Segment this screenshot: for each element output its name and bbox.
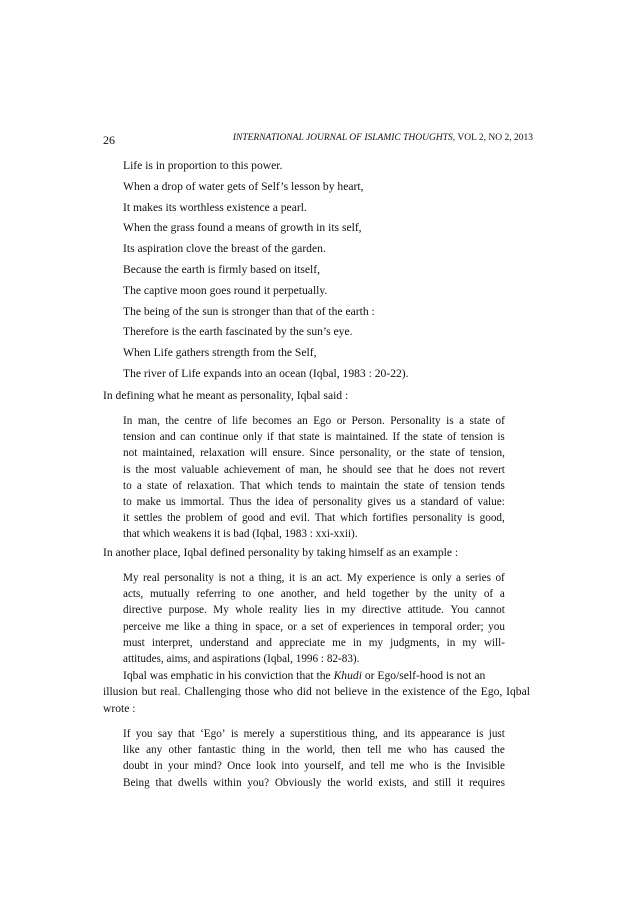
word: ensure. bbox=[272, 447, 305, 460]
word: If bbox=[123, 728, 131, 740]
word: exists, bbox=[378, 776, 407, 789]
word: not bbox=[230, 572, 245, 584]
word: Being bbox=[123, 776, 150, 789]
word: me bbox=[165, 620, 180, 633]
word: in bbox=[446, 636, 456, 649]
word: the bbox=[135, 463, 150, 476]
word: doubt bbox=[123, 760, 149, 773]
word: perceive bbox=[123, 620, 161, 633]
word: the bbox=[384, 479, 399, 492]
word: a bbox=[249, 572, 255, 584]
verse-line: When the grass found a means of growth in its self, bbox=[123, 221, 362, 235]
word: becomes bbox=[252, 415, 292, 427]
word: Personality bbox=[390, 415, 441, 427]
word: one bbox=[257, 588, 274, 601]
word: of bbox=[495, 572, 505, 584]
word: interpret, bbox=[151, 636, 193, 649]
word: me bbox=[387, 744, 402, 757]
word: within bbox=[212, 776, 242, 789]
word: ‘Ego’ bbox=[200, 728, 226, 740]
word: like bbox=[123, 744, 140, 757]
word: not bbox=[315, 685, 331, 699]
word: is bbox=[497, 431, 505, 444]
word: of bbox=[449, 685, 459, 699]
word: You bbox=[450, 604, 469, 617]
word: its bbox=[404, 728, 416, 740]
word: not bbox=[459, 463, 474, 476]
word: dwells bbox=[178, 776, 208, 789]
word: to bbox=[123, 495, 132, 508]
body-text-segment: or Ego/self-hood is not an bbox=[361, 669, 486, 682]
word: is bbox=[299, 572, 307, 584]
word: space, bbox=[255, 620, 284, 633]
page-number: 26 bbox=[103, 133, 115, 147]
word: Thus bbox=[229, 495, 252, 508]
word: should bbox=[342, 463, 373, 476]
word: of bbox=[495, 415, 505, 427]
quote-line bbox=[123, 445, 505, 461]
word: experience bbox=[366, 572, 416, 584]
word: real bbox=[143, 572, 160, 584]
word: will- bbox=[483, 636, 505, 649]
word: still bbox=[434, 776, 452, 789]
word: to bbox=[326, 479, 336, 492]
quote-line bbox=[123, 635, 505, 651]
word: fortifies bbox=[372, 512, 408, 525]
word: the bbox=[166, 512, 181, 525]
quote-line bbox=[123, 462, 505, 478]
word: appearance bbox=[420, 728, 471, 740]
word: yourself, bbox=[304, 760, 344, 773]
word: value: bbox=[477, 495, 505, 508]
word: in bbox=[271, 744, 281, 757]
word: in bbox=[371, 685, 381, 699]
word: in bbox=[352, 636, 362, 649]
word: tends bbox=[297, 479, 322, 492]
word: that bbox=[178, 728, 195, 740]
verse-line: The river of Life expands into an ocean (Iqbal, 1983 : 20-22). bbox=[123, 366, 409, 380]
verse-line: Because the earth is firmly based on itself, bbox=[123, 262, 321, 276]
body-line bbox=[103, 668, 530, 684]
word: superstitious bbox=[290, 728, 347, 740]
word: Ego, bbox=[480, 685, 503, 699]
word: order; bbox=[456, 620, 484, 633]
word: in bbox=[242, 620, 251, 633]
word: and bbox=[383, 728, 400, 740]
word: or bbox=[336, 415, 347, 427]
word: tension bbox=[460, 431, 494, 444]
word: look bbox=[256, 760, 277, 773]
word: that bbox=[278, 431, 295, 444]
word: my bbox=[368, 636, 384, 649]
word: personality bbox=[412, 512, 463, 525]
word: you bbox=[135, 728, 153, 740]
word: which bbox=[265, 479, 293, 492]
word: tension bbox=[443, 479, 477, 492]
word: it bbox=[456, 776, 464, 789]
word: personality, bbox=[339, 447, 392, 460]
word: life bbox=[232, 415, 248, 427]
word: My bbox=[213, 604, 229, 617]
paragraph-khudi bbox=[103, 668, 530, 717]
word: another, bbox=[280, 588, 317, 601]
block-quote-personality bbox=[123, 413, 505, 543]
word: me bbox=[332, 636, 346, 649]
word: of bbox=[447, 431, 457, 444]
word: Person. bbox=[351, 415, 385, 427]
word: me bbox=[390, 760, 404, 773]
word: real. bbox=[160, 685, 181, 699]
word: judgments, bbox=[390, 636, 440, 649]
quote-line: that which weakens it is bad (Iqbal, 1983 : xxi-xxii). bbox=[123, 528, 358, 541]
block-quote-real-personality bbox=[123, 570, 505, 667]
quote-line bbox=[123, 619, 505, 635]
quote-line bbox=[123, 510, 505, 526]
word: continue bbox=[199, 431, 239, 444]
word: maintained, bbox=[142, 447, 195, 460]
journal-citation bbox=[233, 133, 533, 143]
verse-line: When a drop of water gets of Self’s lesson by heart, bbox=[123, 179, 364, 193]
word: the bbox=[256, 495, 271, 508]
word: good, bbox=[479, 512, 505, 525]
word: by bbox=[415, 588, 427, 601]
word: acts, bbox=[123, 588, 144, 601]
word: That bbox=[239, 479, 261, 492]
quote-line bbox=[123, 758, 505, 774]
word: My bbox=[346, 572, 363, 584]
word: is bbox=[475, 728, 484, 740]
word: evil. bbox=[290, 512, 310, 525]
word: will bbox=[249, 447, 268, 460]
word: is bbox=[446, 415, 454, 427]
word: cannot bbox=[475, 604, 505, 617]
word: he bbox=[326, 463, 338, 476]
word: a bbox=[301, 620, 307, 633]
word: series bbox=[465, 572, 491, 584]
quote-line bbox=[123, 586, 505, 602]
word: the bbox=[491, 744, 505, 757]
word: make bbox=[136, 495, 161, 508]
quote-line bbox=[123, 742, 505, 758]
word: and bbox=[269, 512, 286, 525]
word: a bbox=[136, 479, 142, 492]
word: of bbox=[172, 479, 182, 492]
word: thing, bbox=[352, 728, 378, 740]
word: thing bbox=[214, 620, 238, 633]
word: unity bbox=[454, 588, 478, 601]
word: a bbox=[499, 588, 505, 601]
word: illusion bbox=[103, 685, 138, 699]
word: if bbox=[266, 431, 274, 444]
word: has bbox=[433, 744, 449, 757]
word: appreciate bbox=[279, 636, 326, 649]
word: or bbox=[396, 447, 406, 460]
verse-line: Life is in proportion to this power. bbox=[123, 159, 283, 172]
verse-line: Therefore is the earth fascinated by the sun’s eye. bbox=[123, 325, 353, 339]
word: and bbox=[255, 636, 272, 649]
word: Since bbox=[309, 447, 335, 460]
quote-line bbox=[123, 570, 505, 586]
word: caused bbox=[454, 744, 485, 757]
word: can bbox=[180, 431, 196, 444]
word: of bbox=[285, 463, 295, 476]
verse-line: Its aspiration clove the breast of the garden. bbox=[123, 242, 326, 256]
word: of bbox=[483, 588, 494, 601]
word: the bbox=[433, 588, 448, 601]
word: is bbox=[218, 572, 226, 584]
journal-title: INTERNATIONAL JOURNAL OF ISLAMIC THOUGHTS, bbox=[232, 133, 456, 143]
word: who bbox=[273, 685, 294, 699]
verse-line: When Life gathers strength from the Self, bbox=[123, 346, 317, 360]
word: most bbox=[154, 463, 176, 476]
word: valuable bbox=[180, 463, 219, 476]
word: Iqbal bbox=[506, 685, 530, 699]
running-header bbox=[103, 132, 533, 148]
word: the bbox=[327, 776, 341, 789]
word: Ego bbox=[313, 415, 332, 427]
quote-line bbox=[123, 726, 505, 742]
word: state bbox=[429, 447, 451, 460]
word: attitude. bbox=[407, 604, 444, 617]
word: who bbox=[407, 744, 427, 757]
word: who bbox=[409, 760, 429, 773]
word: good bbox=[241, 512, 265, 525]
word: and bbox=[323, 588, 340, 601]
word: is bbox=[123, 463, 131, 476]
word: state bbox=[422, 431, 443, 444]
word: the bbox=[462, 685, 477, 699]
quote-line: attitudes, aims, and aspirations (Iqbal, 1996 : 82-83). bbox=[123, 652, 360, 665]
body-text-segment: Iqbal was emphatic in his conviction that the bbox=[123, 669, 334, 682]
word: referring bbox=[196, 588, 236, 601]
word: maintain bbox=[340, 479, 380, 492]
word: mind? bbox=[193, 760, 222, 773]
word: a bbox=[456, 572, 462, 584]
word: you bbox=[488, 620, 505, 633]
word: of bbox=[455, 447, 465, 460]
word: If bbox=[392, 431, 400, 444]
word: then bbox=[341, 744, 361, 757]
word: it bbox=[123, 512, 130, 525]
word: maintained. bbox=[335, 431, 389, 444]
word: merely bbox=[243, 728, 275, 740]
word: a bbox=[205, 620, 210, 633]
journal-volume: VOL 2, NO 2, 2013 bbox=[455, 133, 533, 143]
word: into bbox=[281, 760, 299, 773]
word: state bbox=[146, 479, 168, 492]
word: tension bbox=[123, 431, 156, 444]
word: directive bbox=[123, 604, 163, 617]
word: is bbox=[230, 728, 239, 740]
word: a bbox=[279, 728, 285, 740]
word: the bbox=[410, 447, 425, 460]
verse-block bbox=[123, 156, 528, 385]
word: lies bbox=[304, 604, 320, 617]
word: see bbox=[377, 463, 392, 476]
word: those bbox=[244, 685, 270, 699]
word: world bbox=[346, 776, 373, 789]
word: gives bbox=[367, 495, 391, 508]
word: directive bbox=[362, 604, 402, 617]
word: say bbox=[157, 728, 173, 740]
word: the bbox=[165, 415, 180, 427]
word: is bbox=[419, 572, 428, 584]
word: fantastic bbox=[197, 744, 236, 757]
word: in bbox=[153, 760, 163, 773]
word: thing bbox=[242, 744, 266, 757]
word: tell bbox=[367, 744, 382, 757]
word: believe bbox=[334, 685, 368, 699]
word: idea bbox=[275, 495, 294, 508]
word: state bbox=[469, 415, 491, 427]
word: relaxation. bbox=[187, 479, 235, 492]
body-line: wrote : bbox=[103, 701, 136, 715]
word: not bbox=[123, 447, 138, 460]
word: the bbox=[384, 685, 399, 699]
word: the bbox=[286, 744, 300, 757]
word: your bbox=[167, 760, 189, 773]
word: of bbox=[328, 620, 338, 633]
verse-line: It makes its worthless existence a pearl. bbox=[123, 200, 307, 214]
word: other bbox=[168, 744, 192, 757]
word: tension, bbox=[469, 447, 505, 460]
quote-line bbox=[123, 494, 505, 510]
word: understand bbox=[199, 636, 249, 649]
paragraph-another-place: In another place, Iqbal defined personality by taking himself as an example : bbox=[103, 546, 459, 559]
word: existence bbox=[402, 685, 446, 699]
word: is bbox=[323, 431, 332, 444]
word: just bbox=[488, 728, 505, 740]
word: purpose. bbox=[168, 604, 207, 617]
word: of bbox=[463, 495, 473, 508]
word: reality bbox=[269, 604, 298, 617]
quote-line bbox=[123, 775, 505, 791]
word: my bbox=[341, 604, 356, 617]
word: together bbox=[372, 588, 409, 601]
word: revert bbox=[478, 463, 505, 476]
word: the bbox=[404, 431, 418, 444]
verse-line: The being of the sun is stronger than that of the earth : bbox=[123, 304, 375, 318]
word: in bbox=[399, 620, 408, 633]
word: temporal bbox=[412, 620, 453, 633]
word: a bbox=[410, 495, 416, 508]
word: of bbox=[429, 479, 439, 492]
word: state bbox=[299, 431, 320, 444]
word: requires bbox=[468, 776, 505, 789]
word: us bbox=[395, 495, 406, 508]
word: to bbox=[242, 588, 252, 601]
word: an bbox=[311, 572, 323, 584]
word: man, bbox=[299, 463, 322, 476]
word: and bbox=[159, 431, 176, 444]
word: immortal. bbox=[180, 495, 225, 508]
word: which bbox=[340, 512, 368, 525]
word: tends bbox=[481, 479, 505, 492]
quote-line bbox=[123, 429, 505, 445]
word: only bbox=[431, 572, 452, 584]
word: that bbox=[155, 776, 173, 789]
khudi-term: Khudi bbox=[333, 669, 362, 682]
word: state bbox=[403, 479, 425, 492]
block-quote-ego bbox=[123, 726, 505, 791]
word: Challenging bbox=[184, 685, 242, 699]
word: relaxation bbox=[200, 447, 245, 460]
word: it bbox=[288, 572, 296, 584]
word: Obviously bbox=[274, 776, 322, 789]
word: a bbox=[459, 415, 465, 427]
word: standard bbox=[420, 495, 459, 508]
word: mutually bbox=[149, 588, 190, 601]
word: an bbox=[297, 415, 308, 427]
word: of bbox=[217, 415, 227, 427]
body-line bbox=[103, 684, 530, 700]
word: he bbox=[418, 463, 429, 476]
word: you? bbox=[247, 776, 270, 789]
word: did bbox=[296, 685, 312, 699]
word: to bbox=[123, 479, 132, 492]
word: settles bbox=[134, 512, 163, 525]
word: of bbox=[227, 512, 238, 525]
word: or bbox=[287, 620, 297, 633]
word: tell bbox=[370, 760, 385, 773]
body-text bbox=[123, 668, 485, 684]
word: whole bbox=[235, 604, 263, 617]
word: Invisible bbox=[465, 760, 505, 773]
word: personality bbox=[312, 495, 363, 508]
word: act. bbox=[326, 572, 343, 584]
word: thing, bbox=[258, 572, 285, 584]
verse-line: The captive moon goes round it perpetually. bbox=[123, 283, 328, 297]
word: must bbox=[123, 636, 145, 649]
word: the bbox=[446, 760, 461, 773]
word: that bbox=[396, 463, 414, 476]
paragraph-personality-intro: In defining what he meant as personality, Iqbal said : bbox=[103, 389, 349, 402]
quote-line bbox=[123, 413, 505, 429]
word: world, bbox=[306, 744, 336, 757]
quote-line bbox=[123, 478, 505, 494]
word: any bbox=[146, 744, 163, 757]
word: and bbox=[349, 760, 366, 773]
word: Once bbox=[227, 760, 251, 773]
word: is bbox=[433, 760, 442, 773]
word: experiences bbox=[341, 620, 395, 633]
word: held bbox=[346, 588, 366, 601]
word: only bbox=[242, 431, 263, 444]
word: man, bbox=[137, 415, 160, 427]
word: personality bbox=[164, 572, 214, 584]
word: centre bbox=[184, 415, 212, 427]
word: and bbox=[412, 776, 429, 789]
word: My bbox=[123, 572, 139, 584]
word: in bbox=[326, 604, 335, 617]
word: In bbox=[123, 415, 133, 427]
word: achievement bbox=[223, 463, 281, 476]
word: my bbox=[462, 636, 477, 649]
word: of bbox=[298, 495, 308, 508]
quote-line bbox=[123, 602, 505, 618]
word: problem bbox=[185, 512, 223, 525]
word: like bbox=[183, 620, 201, 633]
word: but bbox=[141, 685, 157, 699]
word: does bbox=[433, 463, 455, 476]
word: That bbox=[314, 512, 336, 525]
word: is bbox=[467, 512, 475, 525]
word: set bbox=[311, 620, 324, 633]
word: us bbox=[165, 495, 176, 508]
